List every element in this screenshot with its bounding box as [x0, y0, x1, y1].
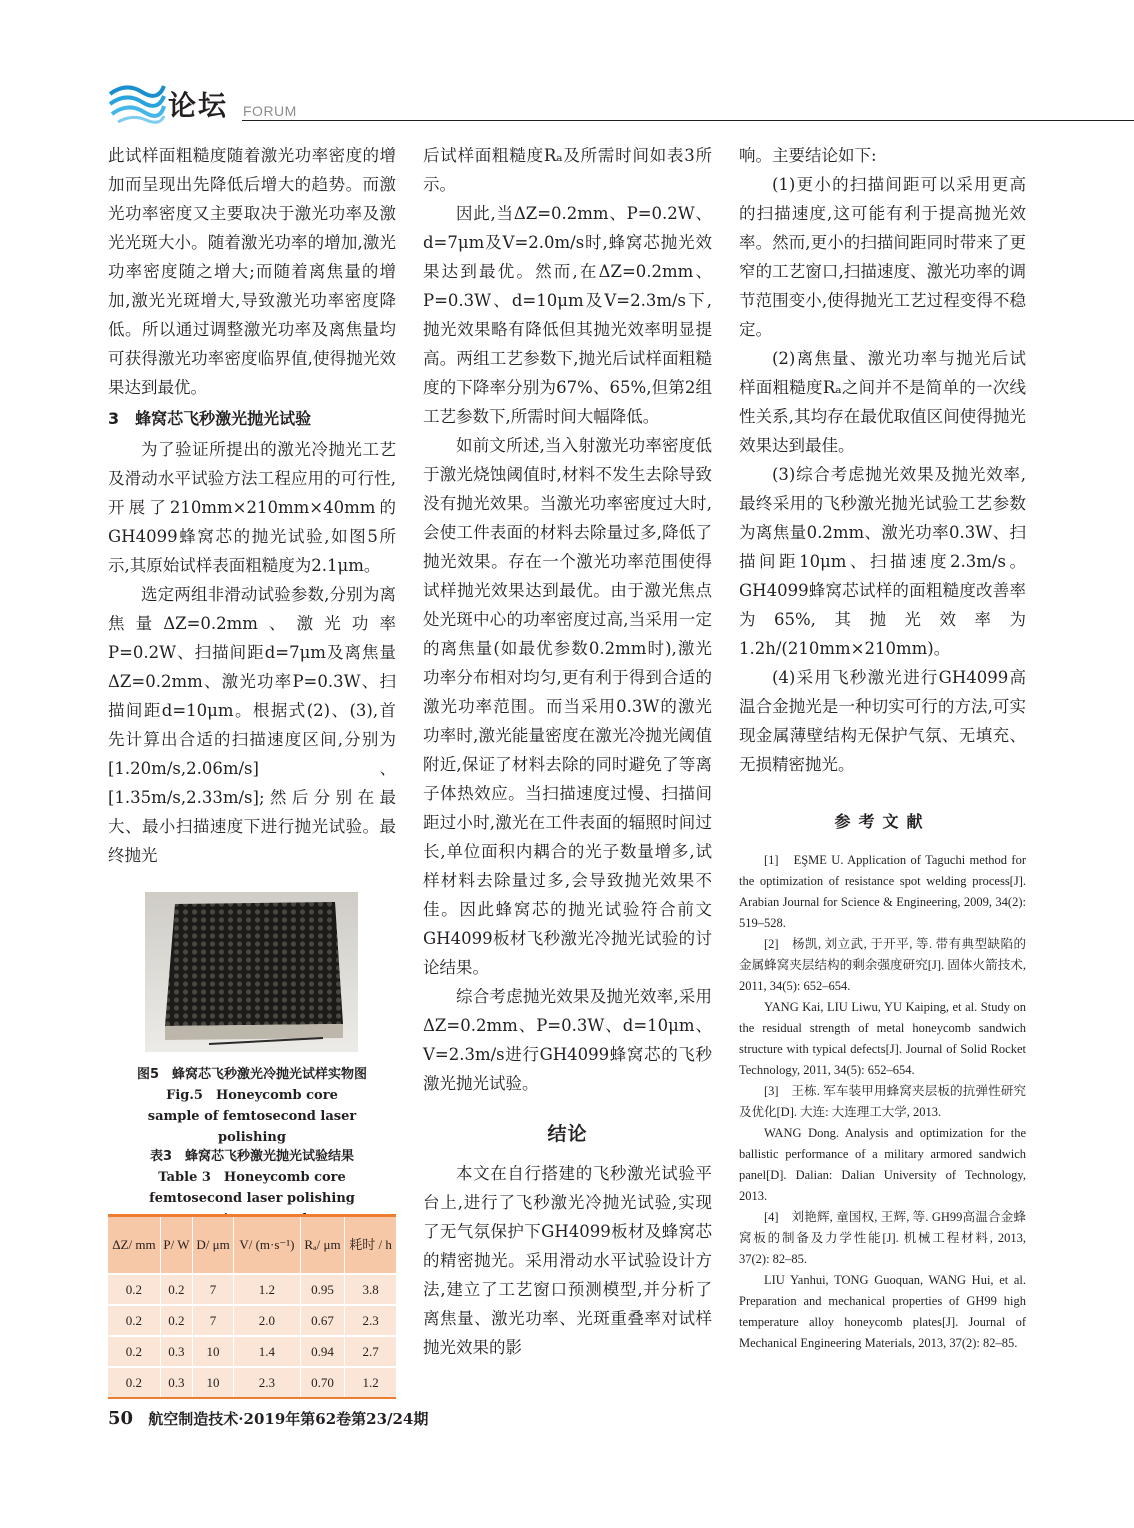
waves-logo-icon: [108, 80, 166, 124]
honeycomb-sample-photo: [145, 892, 358, 1052]
header-cell: 耗时 / h: [345, 1216, 396, 1275]
table-cell: 0.3: [160, 1367, 192, 1398]
table-cell: 0.94: [300, 1336, 344, 1367]
references-heading: 参考文献: [834, 812, 931, 831]
table-cell: 2.3: [233, 1367, 300, 1398]
paragraph: 选定两组非滑动试验参数,分别为离焦量ΔZ=0.2mm、激光功率P=0.2W、扫描间距d=7μm及离焦量ΔZ=0.2mm、激光功率P=0.3W、扫描间距d=10μm。根据式(2)、(3),首先计算出合适的扫描速度区间,分别为[1.20m/s,2.06m/s]、[1.35m/s,2.33m/s];然后分别在最大、最小扫描速度下进行抛光试验。最终抛光: [108, 585, 396, 865]
table-cell: 2.3: [345, 1305, 396, 1336]
table-cell: 0.2: [160, 1274, 192, 1305]
paragraph: 如前文所述,当入射激光功率密度低于激光烧蚀阈值时,材料不发生去除导致没有抛光效果。当激光功率密度过大时,会使工件表面的材料去除量过多,降低了抛光效果。存在一个激光功率范围使得试样抛光效果达到最优。由于激光焦点处光斑中心的功率密度过高,当采用一定的离焦量(如最优参数0.2mm时),激光功率分布相对均匀,更有利于得到合适的激光功率范围。而当采用0.3W的激光功率时,激光能量密度在激光冷抛光阈值附近,保证了材料去除的同时避免了等离子体热效应。当扫描速度过慢、扫描间距过小时,激光在工件表面的辐照时间过长,单位面积内耦合的光子数量增多,试样材料去除量过多,会导致抛光效果不佳。因此蜂窝芯的抛光试验符合前文GH4099板材飞秒激光冷抛光试验的讨论结果。: [423, 436, 712, 977]
table-cell: 3.8: [345, 1274, 396, 1305]
page-footer: [108, 1408, 428, 1429]
section-heading: 3 蜂窝芯飞秒激光抛光试验: [108, 409, 312, 428]
table-row: [108, 1336, 396, 1367]
paragraph: 因此,当ΔZ=0.2mm、P=0.2W、d=7μm及V=2.0m/s时,蜂窝芯抛光效果达到最优。然而,在ΔZ=0.2mm、P=0.3W、d=10μm及V=2.3m/s下,抛光效果略有降低但其抛光效率明显提高。两组工艺参数下,抛光后试样面粗糙度的下降率分别为67%、65%,但第2组工艺参数下,所需时间大幅降低。: [423, 204, 712, 426]
table-caption-zh: 表3 蜂窝芯飞秒激光抛光试验结果: [149, 1149, 355, 1164]
table-row: [108, 1367, 396, 1398]
conclusion-item: (1)更小的扫描间距可以采用更高的扫描速度,这可能有利于提高抛光效率。然而,更小的扫描间距同时带来了更窄的工艺窗口,扫描速度、激光功率的调节范围变小,使得抛光工艺过程变得不稳定。: [739, 175, 1026, 339]
section-title-en: FORUM: [243, 103, 297, 119]
table-cell: 10: [193, 1367, 234, 1398]
header-cell: Rₐ/ μm: [300, 1216, 344, 1275]
paragraph: 响。主要结论如下:: [739, 146, 877, 165]
header-cell: P/ W: [160, 1216, 192, 1275]
column-left: [108, 141, 396, 870]
table-cell: 10: [193, 1336, 234, 1367]
section-title: 论坛: [168, 89, 229, 122]
reference-entry: LIU Yanhui, TONG Guoquan, WANG Hui, et al. Preparation and mechanical properties of GH99 high temperature alloy honeycomb plates[J]. Journal of Mechanical Engineering Materials, 2013, 37(2): 82–85.: [739, 1273, 1026, 1350]
conclusion-heading: 结论: [547, 1123, 588, 1145]
table-cell: 0.2: [108, 1336, 160, 1367]
header-cell: D/ μm: [193, 1216, 234, 1275]
column-right: [739, 141, 1026, 1354]
figure-caption-en: Fig.5 Honeycomb core sample of femtosecond laser polishing: [147, 1088, 357, 1145]
table-cell: 1.4: [233, 1336, 300, 1367]
table-cell: 2.0: [233, 1305, 300, 1336]
header-rule: [242, 120, 1134, 121]
journal-info: 航空制造技术·2019年第62卷第23/24期: [148, 1410, 429, 1428]
header-cell: ΔZ/ mm: [108, 1216, 160, 1275]
conclusion-item: (4)采用飞秒激光进行GH4099高温合金抛光是一种切实可行的方法,可实现金属薄壁结构无保护气氛、无填充、无损精密抛光。: [739, 668, 1026, 774]
paragraph: 本文在自行搭建的飞秒激光试验平台上,进行了飞秒激光冷抛光试验,实现了无气氛保护下GH4099板材及蜂窝芯的精密抛光。采用滑动水平试验设计方法,建立了工艺窗口预测模型,并分析了离焦量、激光功率、光斑重叠率对试样抛光效果的影: [423, 1164, 712, 1357]
reference-entry: [1] EŞME U. Application of Taguchi method for the optimization of resistance spot welding process[J]. Arabian Journal for Science & Engineering, 2009, 34(2): 519–528.: [739, 853, 1026, 930]
table-cell: 0.67: [300, 1305, 344, 1336]
paragraph: 后试样面粗糙度Rₐ及所需时间如表3所示。: [423, 146, 712, 194]
table-cell: 1.2: [233, 1274, 300, 1305]
conclusion-item: (2)离焦量、激光功率与抛光后试样面粗糙度Rₐ之间并不是简单的一次线性关系,其均存在最优取值区间使得抛光效果达到最佳。: [739, 349, 1026, 455]
reference-entry: [2] 杨凯, 刘立武, 于开平, 等. 带有典型缺陷的金属蜂窝夹层结构的剩余强度研究[J]. 固体火箭技术, 2011, 34(5): 652–654.: [739, 937, 1026, 993]
reference-entry: [3] 王栋. 军车装甲用蜂窝夹层板的抗弹性研究及优化[D]. 大连: 大连理工大学, 2013.: [739, 1084, 1026, 1119]
table-header-row: [108, 1216, 396, 1275]
page-number: 50: [108, 1408, 134, 1429]
table-caption-en: Table 3 Honeycomb core femtosecond laser polishing: [149, 1170, 355, 1206]
reference-entry: [4] 刘艳辉, 童国权, 王辉, 等. GH99高温合金蜂窝板的制备及力学性能[J]. 机械工程材料, 2013, 37(2): 82–85.: [739, 1210, 1026, 1266]
table-row: [108, 1305, 396, 1336]
table-cell: 0.2: [160, 1305, 192, 1336]
table-cell: 7: [193, 1305, 234, 1336]
table-cell: 0.2: [108, 1305, 160, 1336]
paragraph: 综合考虑抛光效果及抛光效率,采用ΔZ=0.2mm、P=0.3W、d=10μm、V=2.3m/s进行GH4099蜂窝芯的飞秒激光抛光试验。: [423, 987, 712, 1093]
page-header: [0, 0, 1134, 125]
figure-caption-zh: 图5 蜂窝芯飞秒激光冷抛光试样实物图: [136, 1067, 368, 1082]
table-cell: 7: [193, 1274, 234, 1305]
table-cell: 0.70: [300, 1367, 344, 1398]
paragraph: 此试样面粗糙度随着激光功率密度的增加而呈现出先降低后增大的趋势。而激光功率密度又主要取决于激光功率及激光光斑大小。随着激光功率的增加,激光功率密度随之增大;而随着离焦量的增加,激光光斑增大,导致激光功率密度降低。所以通过调整激光功率及离焦量均可获得激光功率密度临界值,使得抛光效果达到最优。: [108, 146, 396, 397]
table-cell: 2.7: [345, 1336, 396, 1367]
table-cell: 1.2: [345, 1367, 396, 1398]
table-cell: 0.2: [108, 1367, 160, 1398]
conclusion-item: (3)综合考虑抛光效果及抛光效率,最终采用的飞秒激光抛光试验工艺参数为离焦量0.2mm、激光功率0.3W、扫描间距10μm、扫描速度2.3m/s。GH4099蜂窝芯试样的面粗糙度改善率为65%,其抛光效率为1.2h/(210mm×210mm)。: [739, 465, 1026, 658]
figure-caption: [108, 1064, 396, 1148]
table-row: [108, 1274, 396, 1305]
header-cell: V/ (m·s⁻¹): [233, 1216, 300, 1275]
paragraph: 为了验证所提出的激光冷抛光工艺及滑动水平试验方法工程应用的可行性,开展了210mm×210mm×40mm的GH4099蜂窝芯的抛光试验,如图5所示,其原始试样表面粗糙度为2.1μm。: [108, 440, 396, 575]
column-middle: [423, 141, 712, 1362]
table-cell: 0.95: [300, 1274, 344, 1305]
table-cell: 0.2: [108, 1274, 160, 1305]
reference-entry: WANG Dong. Analysis and optimization for the ballistic performance of a military armored sandwich panel[D]. Dalian: Dalian University of Technology, 2013.: [739, 1126, 1026, 1203]
results-table: [108, 1214, 396, 1399]
reference-entry: YANG Kai, LIU Liwu, YU Kaiping, et al. Study on the residual strength of metal honeycomb sandwich structure with typical defects[J]. Journal of Solid Rocket Technology, 2011, 34(5): 652–654.: [739, 1000, 1026, 1077]
table-cell: 0.3: [160, 1336, 192, 1367]
